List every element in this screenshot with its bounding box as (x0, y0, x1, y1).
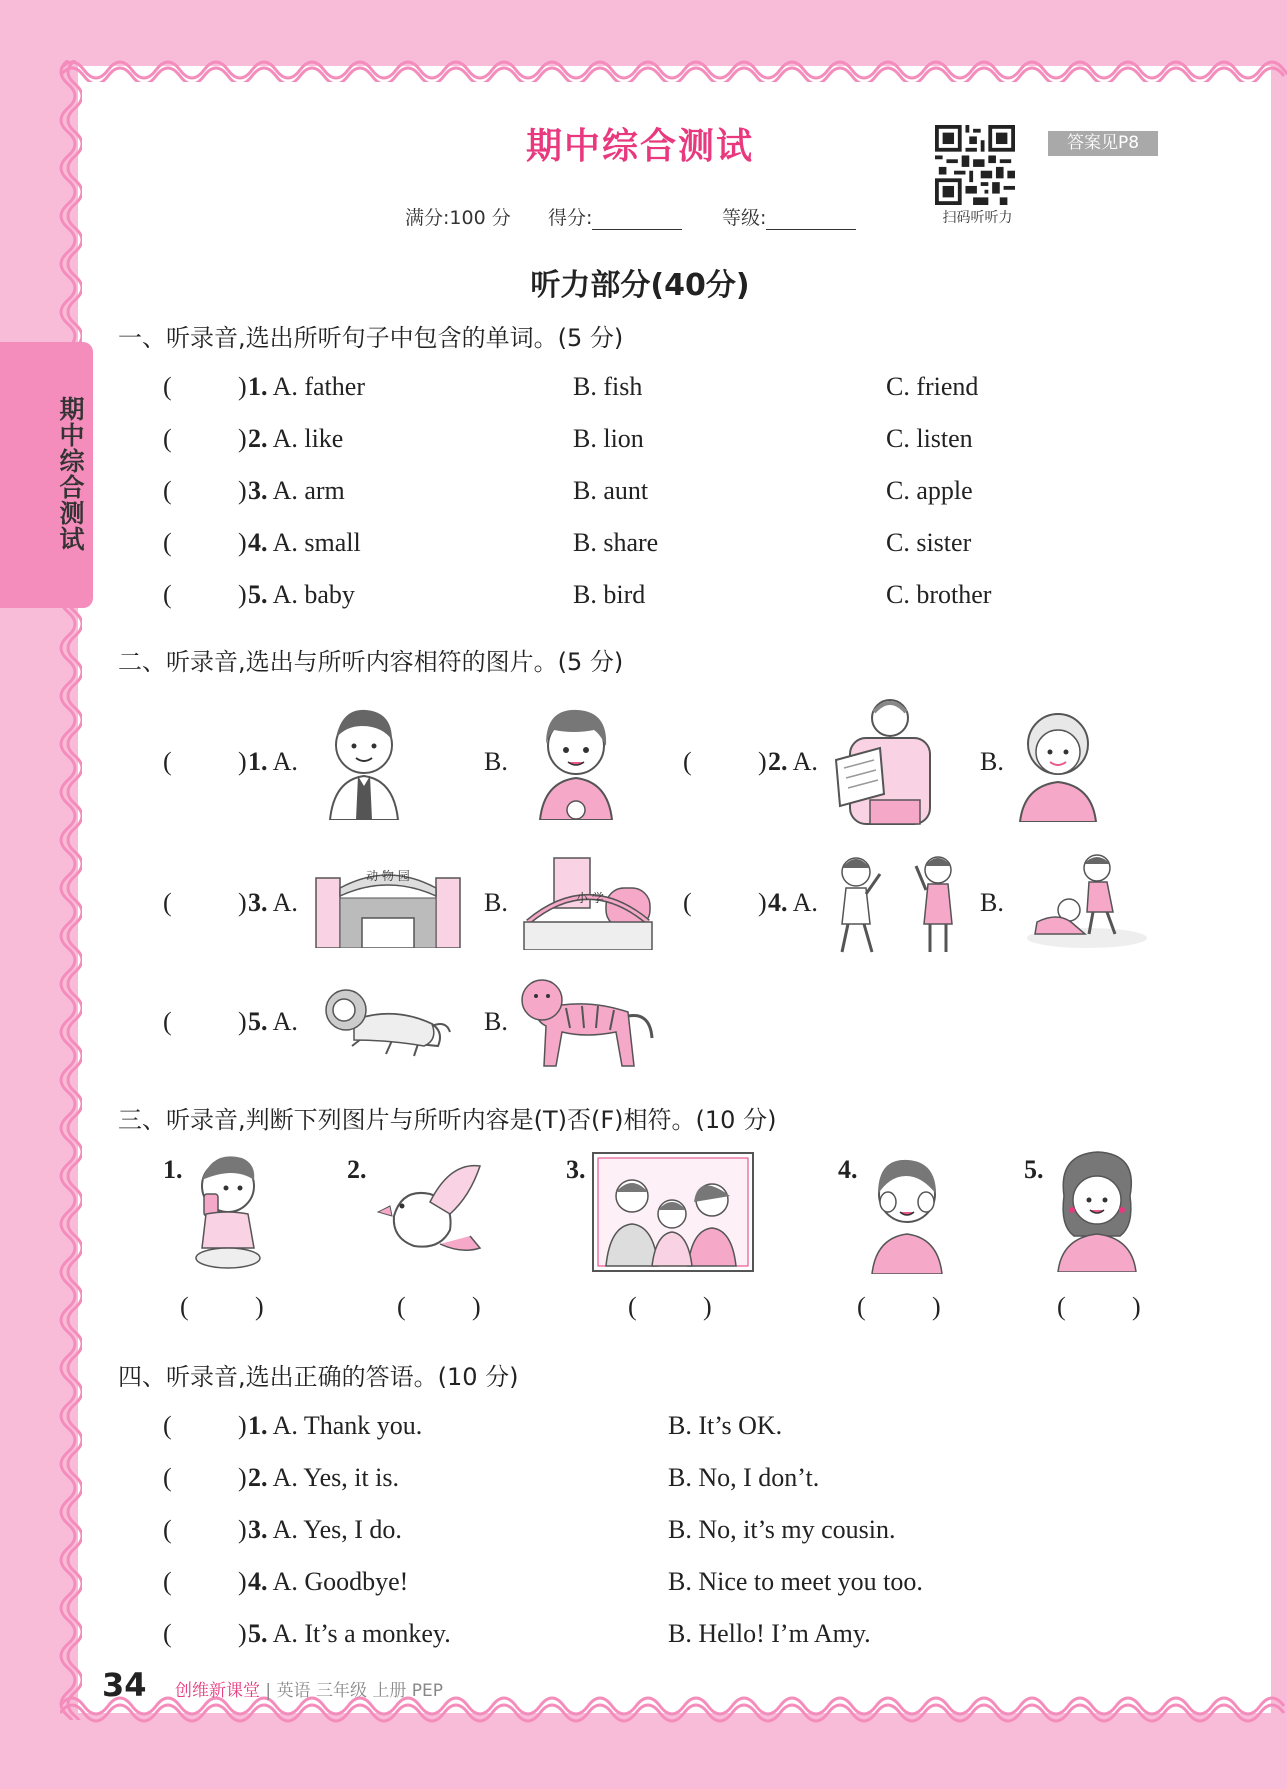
answer-paren[interactable]: ( (180, 1292, 189, 1321)
s2-item-3: 3. A. (248, 888, 298, 917)
woman-picture[interactable] (1050, 1148, 1144, 1272)
qr-caption: 扫码听听力 (942, 210, 1013, 226)
grandma-picture[interactable] (1010, 700, 1106, 822)
section1-option-c: C. apple (886, 476, 973, 505)
section1-option-b: B. bird (573, 580, 646, 609)
footer-brand: 创维新课堂 (175, 1681, 260, 1701)
grandpa-reading-picture[interactable] (830, 690, 940, 828)
s2-item-4: 4. A. (768, 888, 818, 917)
s2-item-5: 5. A. (248, 1007, 298, 1036)
score-label: 得分: (548, 207, 593, 229)
s3-item-2: 2. (347, 1155, 367, 1184)
section1-option-b: B. aunt (573, 476, 649, 505)
section4-option-a: 2. A. Yes, it is. (248, 1463, 400, 1492)
item-number: 4. (248, 1567, 268, 1596)
grade-field[interactable] (722, 203, 856, 230)
s3-item-1: 1. (163, 1155, 183, 1184)
s2-item-3-b: B. (484, 888, 508, 917)
section1-option-a: 4. A. small (248, 528, 361, 557)
section1-option-a: 1. A. father (248, 372, 365, 401)
section4-heading: 四、听录音,选出正确的答语。(10 分) (118, 1363, 519, 1391)
footer-subject: 英语 三年级 上册 PEP (276, 1681, 444, 1701)
section4-option-a: 5. A. It’s a monkey. (248, 1619, 451, 1648)
section1-option-b: B. share (573, 528, 659, 557)
section1-option-b: B. fish (573, 372, 643, 401)
answer-paren[interactable]: ( (163, 1007, 172, 1036)
answer-paren[interactable]: ( (163, 1411, 172, 1440)
wavy-border-bottom (60, 1696, 1287, 1730)
section1-option-a: 5. A. baby (248, 580, 355, 609)
score-blank[interactable] (592, 210, 682, 230)
page-title: 期中综合测试 (525, 126, 754, 167)
school-gate-picture[interactable] (518, 852, 658, 950)
answer-paren[interactable]: ( (628, 1292, 637, 1321)
answer-paren[interactable]: ( (163, 528, 172, 557)
baby-drinking-picture[interactable] (186, 1148, 268, 1274)
section1-heading: 一、听录音,选出所听句子中包含的单词。(5 分) (118, 324, 624, 352)
item-number: 2. (248, 424, 268, 453)
answer-paren[interactable]: ( (163, 1567, 172, 1596)
answer-paren[interactable]: ( (397, 1292, 406, 1321)
section4-option-b: B. It’s OK. (668, 1411, 783, 1440)
answer-badge: 答案见P8 (1048, 131, 1158, 156)
side-tab-label: 期中综合测试 (56, 396, 85, 552)
answer-paren[interactable]: ( (857, 1292, 866, 1321)
footer-info: 创维新课堂 | 英语 三年级 上册 PEP (175, 1681, 444, 1701)
answer-paren[interactable]: ( (163, 476, 172, 505)
answer-paren[interactable]: ( (163, 580, 172, 609)
lion-picture[interactable] (310, 980, 456, 1062)
tiger-picture[interactable] (516, 972, 656, 1072)
section1-option-b: B. lion (573, 424, 644, 453)
section4-option-a: 4. A. Goodbye! (248, 1567, 409, 1596)
section4-option-a: 3. A. Yes, I do. (248, 1515, 402, 1544)
item-number: 3. (248, 1515, 268, 1544)
section1-option-a: 2. A. like (248, 424, 344, 453)
zoo-sign-text: 动 物 园 (366, 869, 410, 883)
answer-paren[interactable]: ( (683, 747, 692, 776)
s2-item-1-b: B. (484, 747, 508, 776)
item-number: 5. (248, 1619, 268, 1648)
section1-option-c: C. sister (886, 528, 972, 557)
s3-item-4: 4. (838, 1155, 858, 1184)
answer-paren[interactable]: ( (163, 1515, 172, 1544)
s2-item-2-b: B. (980, 747, 1004, 776)
zoo-gate-picture[interactable] (312, 858, 464, 948)
family-photo-picture[interactable] (592, 1152, 754, 1272)
answer-paren[interactable]: ( (163, 1619, 172, 1648)
section4-option-b: B. Nice to meet you too. (668, 1567, 923, 1596)
school-sign-text: 小 学 (576, 891, 604, 905)
answer-paren[interactable]: ( (163, 424, 172, 453)
s2-item-5-b: B. (484, 1007, 508, 1036)
qr-code-icon[interactable] (935, 125, 1015, 205)
section1-option-a: 3. A. arm (248, 476, 345, 505)
section2-heading: 二、听录音,选出与所听内容相符的图片。(5 分) (118, 648, 624, 676)
kids-waving-picture[interactable] (832, 850, 972, 956)
full-score: 满分:100 分 (405, 207, 511, 229)
section4-option-b: B. No, I don’t. (668, 1463, 820, 1492)
answer-paren[interactable]: ( (163, 372, 172, 401)
bird-picture[interactable] (374, 1160, 486, 1264)
boy-in-tie-picture[interactable] (318, 700, 410, 820)
wavy-border-top (60, 48, 1287, 82)
child-covering-eyes-picture[interactable] (864, 1150, 950, 1274)
item-number: 5. (248, 580, 268, 609)
answer-paren[interactable]: ( (163, 888, 172, 917)
section4-option-b: B. No, it’s my cousin. (668, 1515, 896, 1544)
grade-label: 等级: (722, 207, 767, 229)
item-number: 1. (248, 747, 268, 776)
kids-crawling-picture[interactable] (1025, 850, 1151, 950)
page-number: 34 (102, 1666, 147, 1704)
section1-option-c: C. friend (886, 372, 979, 401)
grade-blank[interactable] (766, 210, 856, 230)
section4-option-b: B. Hello! I’m Amy. (668, 1619, 871, 1648)
item-number: 4. (248, 528, 268, 557)
s2-item-4-b: B. (980, 888, 1004, 917)
answer-paren[interactable]: ( (163, 747, 172, 776)
s3-item-5: 5. (1024, 1155, 1044, 1184)
item-number: 2. (248, 1463, 268, 1492)
score-field[interactable] (548, 203, 682, 230)
answer-paren[interactable]: ( (683, 888, 692, 917)
section1-option-c: C. brother (886, 580, 992, 609)
answer-paren[interactable]: ( (163, 1463, 172, 1492)
listening-part-title: 听力部分(40分) (530, 268, 750, 303)
s2-item-1 (248, 747, 298, 777)
s2-item-2: 2. A. (768, 747, 818, 776)
item-number: 1. (248, 372, 268, 401)
item-number: 3. (248, 476, 268, 505)
answer-paren[interactable]: ( (1057, 1292, 1066, 1321)
option-a-label: A. (272, 747, 298, 776)
s3-item-3: 3. (566, 1155, 586, 1184)
item-number: 1. (248, 1411, 268, 1440)
wavy-border-left (48, 60, 82, 1720)
boy-in-pink-shirt-picture[interactable] (530, 700, 622, 820)
section4-option-a: 1. A. Thank you. (248, 1411, 423, 1440)
section3-heading: 三、听录音,判断下列图片与所听内容是(T)否(F)相符。(10 分) (118, 1106, 777, 1134)
section1-option-c: C. listen (886, 424, 973, 453)
